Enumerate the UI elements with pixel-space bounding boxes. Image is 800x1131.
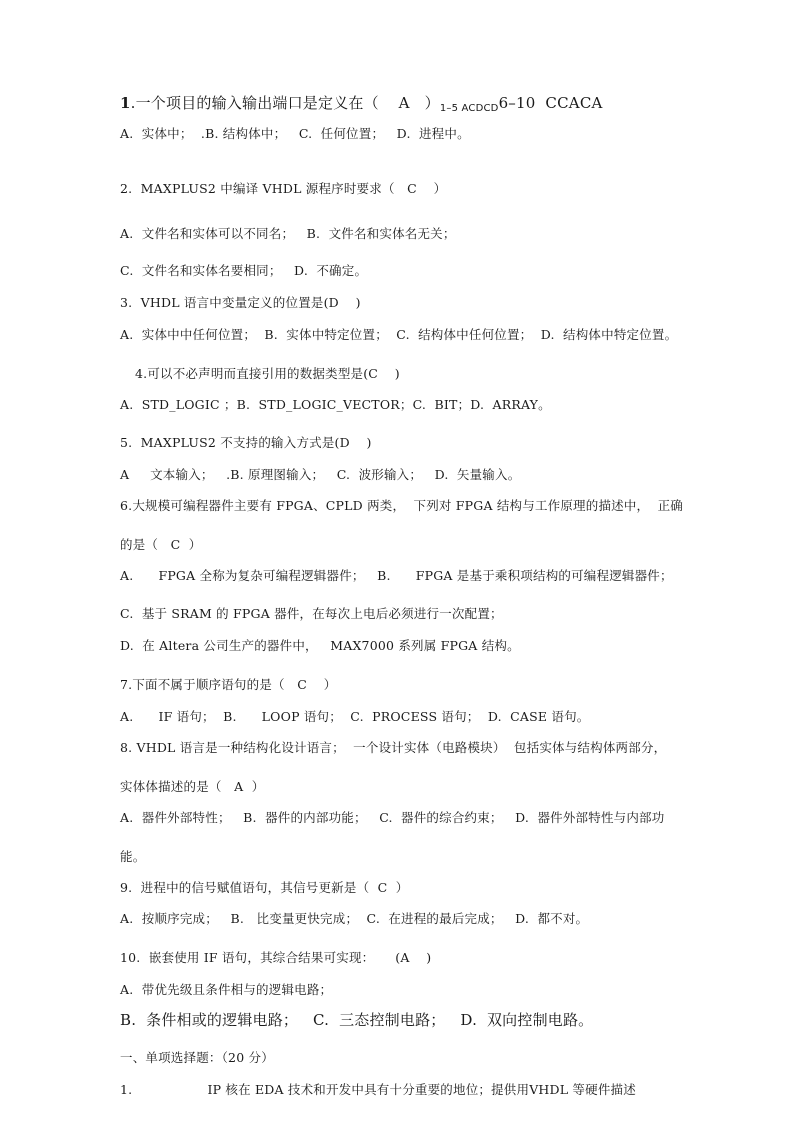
- q1-answer-key-big: 6–10 CCACA: [498, 94, 603, 112]
- q1-answer-key-small: 1–5 ACDCD: [439, 103, 499, 114]
- q2-option-line-1: A. 文件名和实体可以不同名； B. 文件名和实体名无关；: [120, 226, 456, 241]
- section-item-1: 1. IP 核在 EDA 技术和开发中具有十分重要的地位；提供用VHDL 等硬件描述: [120, 1082, 636, 1097]
- q6-question-line-1: 6.大规模可编程器件主要有 FPGA、CPLD 两类， 下列对 FPGA 结构与工作原理的描述中， 正确: [120, 498, 684, 513]
- q1-question-line: [120, 93, 603, 116]
- q6-option-d: D. 在 Altera 公司生产的器件中， MAX7000 系列属 FPGA 结构。: [120, 638, 520, 653]
- q7-options: A. IF 语句； B. LOOP 语句； C. PROCESS 语句； D. CASE 语句。: [120, 709, 590, 724]
- q6-question-line-2: 的是（ C ）: [120, 537, 202, 552]
- q5-options: A 文本输入； .B. 原理图输入； C. 波形输入； D. 矢量输入。: [120, 467, 521, 482]
- q3-question: 3. VHDL 语言中变量定义的位置是(D ): [120, 295, 361, 310]
- q4-question: 4.可以不必声明而直接引用的数据类型是(C ): [135, 366, 400, 381]
- section-heading: 一、单项选择题：（20 分）: [120, 1050, 274, 1065]
- q8-options: A. 器件外部特性； B. 器件的内部功能； C. 器件的综合约束； D. 器件外部特性与内部功: [120, 810, 665, 825]
- q8-question-line-1: 8. VHDL 语言是一种结构化设计语言； 一个设计实体（电路模块） 包括实体与结构体两部分，: [120, 740, 667, 755]
- q6-option-a-b: A. FPGA 全称为复杂可编程逻辑器件； B. FPGA 是基于乘积项结构的可编程逻辑器件；: [120, 568, 673, 583]
- q8-options-cont: 能。: [120, 849, 146, 864]
- q1-number: 1: [120, 94, 131, 112]
- q2-question: 2. MAXPLUS2 中编译 VHDL 源程序时要求（ C ）: [120, 181, 447, 196]
- q8-question-line-2: 实体体描述的是（ A ）: [120, 779, 265, 794]
- q6-option-c: C. 基于 SRAM 的 FPGA 器件，在每次上电后必须进行一次配置；: [120, 606, 503, 621]
- q3-options: A. 实体中中任何位置； B. 实体中特定位置； C. 结构体中任何位置； D. 结构体中特定位置。: [120, 327, 678, 342]
- q7-question: 7.下面不属于顺序语句的是（ C ）: [120, 677, 337, 692]
- q10-option-line-1: A. 带优先级且条件相与的逻辑电路；: [120, 982, 333, 997]
- q9-question: 9. 进程中的信号赋值语句，其信号更新是（ C ）: [120, 880, 409, 895]
- q4-options: A. STD_LOGIC ；B. STD_LOGIC_VECTOR；C. BIT；D. ARRAY。: [120, 397, 551, 412]
- q9-options: A. 按顺序完成； B. 比变量更快完成； C. 在进程的最后完成； D. 都不对。: [120, 911, 589, 926]
- q10-question: 10. 嵌套使用 IF 语句，其综合结果可实现： (A ): [120, 950, 432, 965]
- q2-option-line-2: C. 文件名和实体名要相同； D. 不确定。: [120, 263, 368, 278]
- q5-question: 5. MAXPLUS2 不支持的输入方式是(D ): [120, 435, 372, 450]
- q1-options: A. 实体中； .B. 结构体中； C. 任何位置； D. 进程中。: [120, 126, 470, 141]
- q10-option-line-2: B. 条件相或的逻辑电路； C. 三态控制电路； D. 双向控制电路。: [120, 1011, 594, 1029]
- q1-question: .一个项目的输入输出端口是定义在（ A ）: [130, 94, 440, 112]
